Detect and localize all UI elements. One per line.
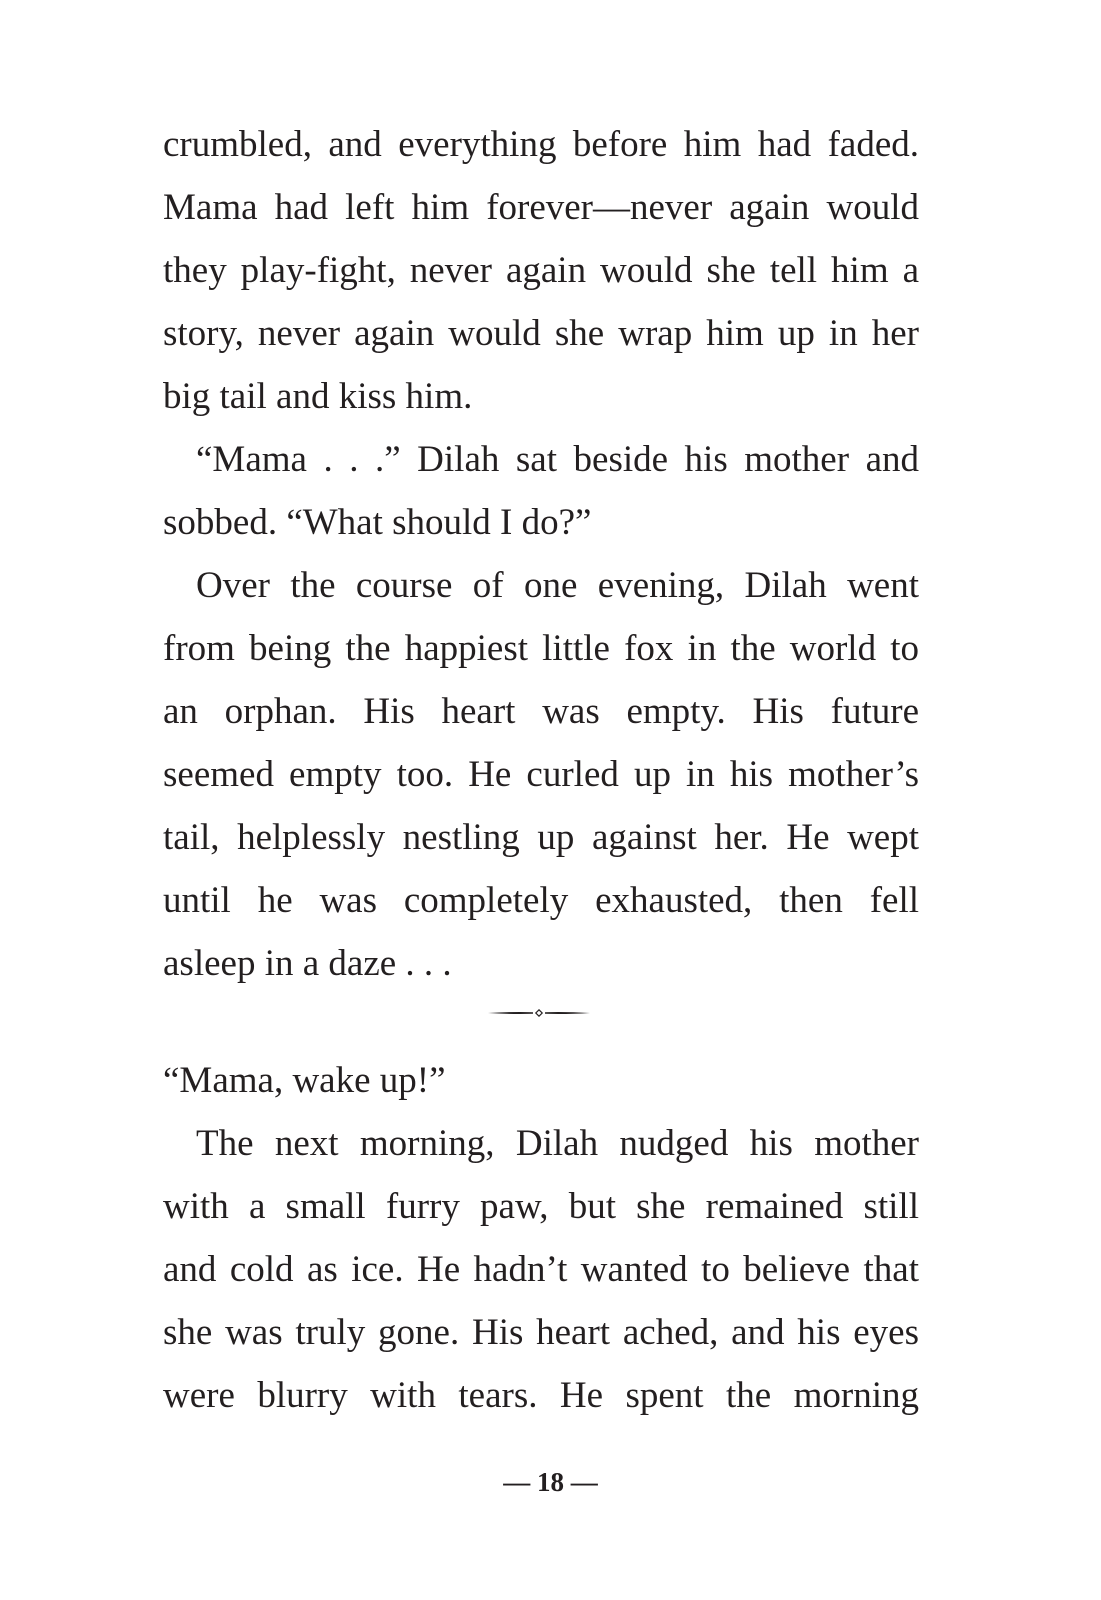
text-line: big tail and kiss him.	[163, 376, 473, 417]
text-line: and cold as ice. He hadn’t wanted to believe that	[163, 1249, 919, 1290]
text-line: with a small furry paw, but she remained still	[163, 1186, 919, 1227]
text-line: The next morning, Dilah nudged his mother	[196, 1123, 919, 1164]
section-break-ornament-icon	[486, 1005, 592, 1021]
text-line: sobbed. “What should I do?”	[163, 502, 592, 543]
text-line: Mama had left him forever—never again would	[163, 187, 919, 228]
text-line: from being the happiest little fox in the world to	[163, 628, 919, 669]
text-line: they play-fight, never again would she tell him a	[163, 250, 919, 291]
text-line: asleep in a daze . . .	[163, 943, 452, 984]
text-line: until he was completely exhausted, then fell	[163, 880, 919, 921]
text-line: seemed empty too. He curled up in his mother’s	[163, 754, 919, 795]
text-section-2	[163, 1049, 919, 1427]
text-line: Over the course of one evening, Dilah went	[196, 565, 919, 606]
text-line: “Mama . . .” Dilah sat beside his mother and	[196, 439, 919, 480]
text-line: crumbled, and everything before him had faded.	[163, 124, 919, 165]
text-line: story, never again would she wrap him up in her	[163, 313, 919, 354]
text-line: an orphan. His heart was empty. His future	[163, 691, 919, 732]
text-line: “Mama, wake up!”	[163, 1060, 446, 1101]
text-line: tail, helplessly nestling up against her. He wept	[163, 817, 919, 858]
page-number: — 18 —	[503, 1467, 598, 1497]
text-line: she was truly gone. His heart ached, and his eyes	[163, 1312, 919, 1353]
text-line: were blurry with tears. He spent the morning	[163, 1375, 919, 1416]
text-section-1	[163, 113, 919, 995]
